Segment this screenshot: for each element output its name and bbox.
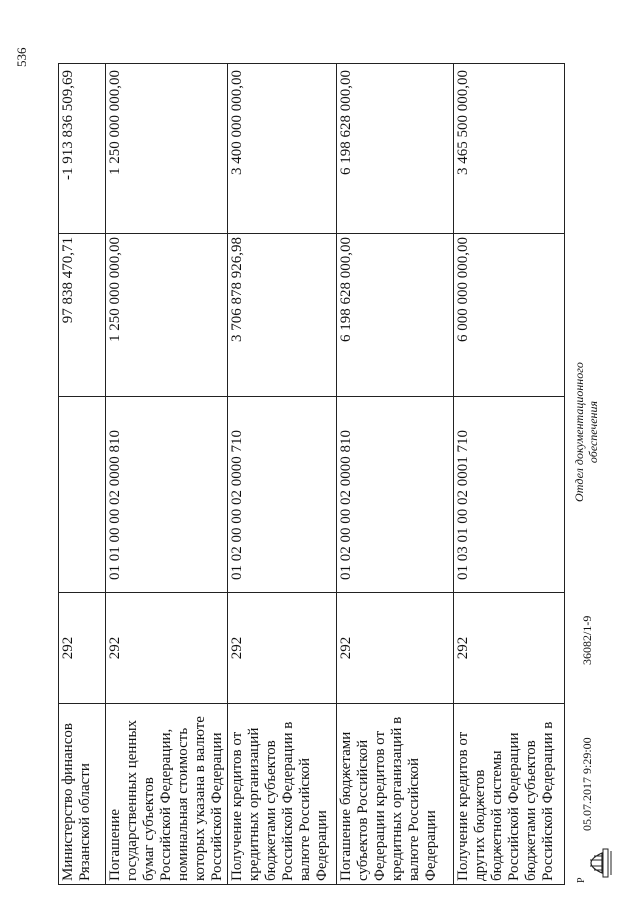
budget-table (58, 63, 565, 885)
row-name: Погашение государственных ценных бумаг субъектов Российской Федерации, номинальная стоимость которых указана в валюте Российской Федерации (106, 704, 228, 885)
row-admin-code: 292 (228, 593, 337, 704)
table-row (228, 64, 337, 885)
row-admin-code: 292 (59, 593, 106, 704)
table-row (59, 64, 106, 885)
row-amount-1: 3 706 878 926,98 (228, 234, 337, 397)
row-amount-2: 6 198 628 000,00 (337, 64, 454, 234)
row-amount-2: 3 400 000 000,00 (228, 64, 337, 234)
row-amount-1: 6 198 628 000,00 (337, 234, 454, 397)
row-amount-2: 1 250 000 000,00 (106, 64, 228, 234)
svg-text:Р: Р (576, 877, 587, 883)
document-footer (570, 7, 630, 887)
row-name: Министерство финансов Рязанской области (59, 704, 106, 885)
row-kbk-code: 01 03 01 00 02 0001 710 (454, 397, 565, 593)
regional-crest-stamp-icon (572, 839, 614, 887)
row-name: Получение кредитов от кредитных организаций бюджетами субъектов Российской Федерации в валюте Российской Федерации (228, 704, 337, 885)
row-admin-code: 292 (106, 593, 228, 704)
page-number: 536 (14, 47, 29, 67)
row-amount-1: 6 000 000 000,00 (454, 234, 565, 397)
row-kbk-code: 01 02 00 00 02 0000 710 (228, 397, 337, 593)
table-row (454, 64, 565, 885)
row-kbk-code: 01 01 00 00 02 0000 810 (106, 397, 228, 593)
row-kbk-code (59, 397, 106, 593)
department-line-2: обеспечения (586, 400, 600, 464)
row-kbk-code: 01 02 00 00 02 0000 810 (337, 397, 454, 593)
stamp-date: 05.07.2017 9:29:00 (580, 737, 594, 831)
row-amount-2: -1 913 836 509,69 (59, 64, 106, 234)
table-row (106, 64, 228, 885)
department-stamp (572, 347, 600, 517)
row-admin-code: 292 (337, 593, 454, 704)
row-name: Получение кредитов от других бюджетов бюджетной системы Российской Федерации бюджетами субъектов Российской Федерации в (454, 704, 565, 885)
row-name: Погашение бюджетами субъектов Российской Федерации кредитов от кредитных организаций в валюте Российской Федерации (337, 704, 454, 885)
row-admin-code: 292 (454, 593, 565, 704)
row-amount-2: 3 465 500 000,00 (454, 64, 565, 234)
row-amount-1: 1 250 000 000,00 (106, 234, 228, 397)
department-line-1: Отдел документационного (572, 362, 586, 502)
document-id: 36082/1-9 (580, 615, 594, 665)
table-row (337, 64, 454, 885)
row-amount-1: 97 838 470,71 (59, 234, 106, 397)
